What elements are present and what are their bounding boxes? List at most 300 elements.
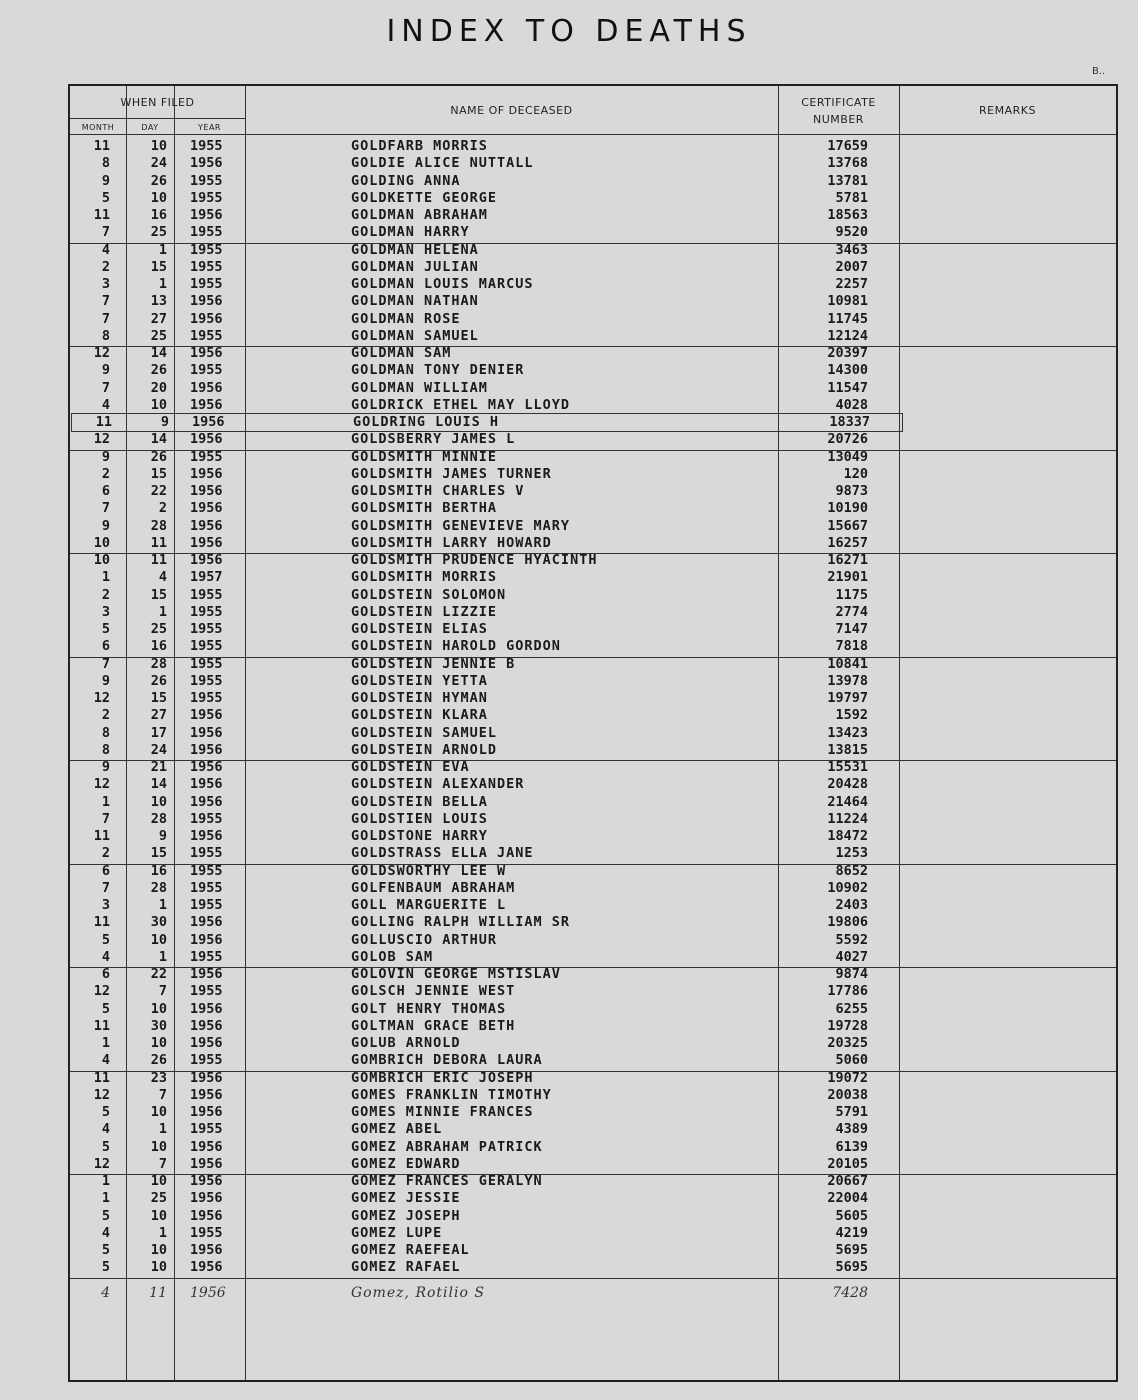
table-row	[70, 880, 1116, 897]
table-row	[70, 863, 1116, 880]
certificate-cell: 13815	[827, 741, 868, 758]
day-cell: 22	[150, 966, 167, 982]
death-index-table	[68, 84, 1118, 1382]
certificate-cell: 20105	[827, 1155, 868, 1172]
header-subdivider	[70, 118, 245, 119]
year-cell: 1956	[190, 828, 223, 844]
table-row	[70, 207, 1116, 224]
day-cell: 13	[150, 293, 167, 310]
day-cell: 11	[150, 552, 167, 568]
day-cell: 17	[150, 724, 167, 741]
header-remarks: REMARKS	[979, 104, 1036, 117]
year-cell: 1955	[190, 1052, 223, 1069]
year-cell: 1956	[190, 914, 223, 931]
certificate-cell: 20038	[827, 1086, 868, 1103]
table-row	[70, 759, 1116, 776]
certificate-cell: 6139	[835, 1138, 868, 1155]
table-row	[70, 535, 1116, 552]
day-cell: 1	[158, 948, 167, 965]
name-cell: Gomez, Rotilio S	[351, 1284, 485, 1301]
name-cell: GOLDSTEIN JENNIE B	[351, 655, 516, 672]
year-cell: 1956	[190, 931, 223, 948]
year-cell: 1956	[190, 707, 223, 724]
table-row	[70, 552, 1116, 569]
table-row	[70, 449, 1116, 466]
group-rule	[70, 1278, 1116, 1279]
name-cell: GOLDMAN LOUIS MARCUS	[351, 276, 534, 292]
year-cell: 1955	[190, 879, 223, 896]
table-row	[70, 1259, 1116, 1276]
certificate-cell: 10190	[827, 500, 868, 517]
day-cell: 16	[150, 638, 167, 655]
certificate-cell: 5060	[835, 1052, 868, 1069]
certificate-cell: 16271	[827, 552, 868, 568]
name-cell: GOMEZ RAEFEAL	[351, 1242, 470, 1258]
table-row	[70, 190, 1116, 207]
table-row	[70, 794, 1116, 811]
day-cell: 10	[150, 1259, 167, 1276]
certificate-cell: 17659	[827, 138, 868, 154]
certificate-cell: 7147	[835, 621, 868, 637]
month-cell: 9	[101, 759, 110, 775]
month-cell: 4	[101, 396, 110, 413]
year-cell: 1956	[190, 207, 223, 223]
month-cell: 5	[101, 1242, 110, 1258]
table-row	[70, 518, 1116, 535]
table-row	[70, 1018, 1116, 1035]
month-cell: 10	[93, 534, 110, 551]
page-title: INDEX TO DEATHS	[386, 14, 752, 49]
year-cell: 1955	[190, 621, 223, 637]
certificate-cell: 13049	[827, 448, 868, 465]
year-cell: 1957	[190, 569, 223, 586]
year-cell: 1955	[190, 603, 223, 620]
day-cell: 25	[150, 327, 167, 344]
day-cell: 25	[150, 621, 167, 637]
day-cell: 10	[150, 1173, 167, 1189]
year-cell: 1956	[190, 793, 223, 810]
day-cell: 26	[150, 672, 167, 689]
name-cell: GOLDSMITH MINNIE	[351, 448, 498, 465]
day-cell: 15	[150, 465, 167, 482]
day-cell: 28	[150, 810, 167, 827]
table-row	[70, 345, 1116, 362]
table-row	[70, 587, 1116, 604]
year-cell: 1955	[190, 948, 223, 965]
certificate-cell: 13768	[827, 155, 868, 172]
day-cell: 24	[150, 155, 167, 172]
name-cell: GOLT HENRY THOMAS	[351, 1000, 507, 1017]
day-cell: 25	[150, 1190, 167, 1207]
month-cell: 4	[101, 1052, 110, 1069]
month-cell: 11	[93, 207, 110, 223]
table-row	[70, 656, 1116, 673]
name-cell: GOLDRICK ETHEL MAY LLOYD	[351, 396, 571, 413]
month-cell: 12	[93, 690, 110, 706]
day-cell: 15	[150, 586, 167, 603]
month-cell: 1	[101, 1035, 110, 1051]
day-cell: 1	[158, 603, 167, 620]
table-row	[70, 638, 1116, 655]
year-cell: 1956	[190, 1190, 223, 1207]
year-cell: 1956	[190, 345, 223, 361]
name-cell: GOLDMAN ROSE	[351, 310, 461, 327]
month-cell: 5	[101, 1104, 110, 1120]
month-cell: 9	[101, 172, 110, 189]
name-cell: GOLDFARB MORRIS	[351, 138, 488, 154]
day-cell: 26	[150, 448, 167, 465]
certificate-cell: 12124	[827, 327, 868, 344]
year-cell: 1956	[190, 759, 223, 775]
table-row	[70, 328, 1116, 345]
year-cell: 1955	[190, 655, 223, 672]
certificate-cell: 20726	[827, 431, 868, 448]
name-cell: GOLDSTEIN ARNOLD	[351, 741, 498, 758]
certificate-cell: 7428	[832, 1284, 868, 1301]
day-cell: 10	[150, 1104, 167, 1120]
table-row	[70, 1190, 1116, 1207]
month-cell: 5	[101, 1259, 110, 1276]
name-cell: GOLFENBAUM ABRAHAM	[351, 879, 516, 896]
table-row	[70, 380, 1116, 397]
certificate-cell: 1253	[835, 845, 868, 862]
certificate-cell: 7818	[835, 638, 868, 655]
year-cell: 1955	[190, 862, 223, 879]
year-cell: 1956	[190, 431, 223, 448]
name-cell: GOLLUSCIO ARTHUR	[351, 931, 498, 948]
day-cell: 7	[158, 1155, 167, 1172]
month-cell: 11	[93, 138, 110, 154]
day-cell: 10	[150, 1138, 167, 1155]
certificate-cell: 4389	[835, 1121, 868, 1138]
name-cell: GOLDSTEIN ALEXANDER	[351, 776, 525, 793]
month-cell: 3	[101, 897, 110, 913]
month-cell: 11	[95, 414, 112, 430]
year-cell: 1956	[190, 500, 223, 517]
name-cell: GOLDSTEIN ELIAS	[351, 621, 488, 637]
table-row	[70, 362, 1116, 379]
month-cell: 5	[101, 189, 110, 206]
month-cell: 12	[93, 1086, 110, 1103]
table-row	[70, 828, 1116, 845]
certificate-cell: 11224	[827, 810, 868, 827]
year-cell: 1956	[190, 1173, 223, 1189]
table-row	[70, 707, 1116, 724]
table-row	[70, 1156, 1116, 1173]
certificate-cell: 15667	[827, 517, 868, 534]
name-cell: GOLSCH JENNIE WEST	[351, 983, 516, 1000]
month-cell: 7	[101, 879, 110, 896]
certificate-cell: 19728	[827, 1017, 868, 1034]
month-cell: 8	[101, 155, 110, 172]
name-cell: GOLDSTRASS ELLA JANE	[351, 845, 534, 862]
day-cell: 26	[150, 1052, 167, 1069]
month-cell: 7	[101, 224, 110, 241]
month-cell: 5	[101, 1000, 110, 1017]
month-cell: 7	[101, 310, 110, 327]
table-row	[70, 914, 1116, 931]
day-cell: 10	[150, 931, 167, 948]
day-cell: 9	[160, 414, 169, 430]
certificate-cell: 19797	[827, 690, 868, 706]
header-year: YEAR	[198, 123, 221, 132]
month-cell: 11	[93, 1017, 110, 1034]
year-cell: 1955	[190, 448, 223, 465]
day-cell: 15	[150, 845, 167, 862]
header-name: NAME OF DECEASED	[450, 104, 573, 117]
certificate-cell: 5791	[835, 1104, 868, 1120]
name-cell: GOLDSTEIN HYMAN	[351, 690, 488, 706]
year-cell: 1956	[190, 741, 223, 758]
certificate-cell: 9520	[835, 224, 868, 241]
year-cell: 1955	[190, 258, 223, 275]
year-cell: 1956	[190, 724, 223, 741]
name-cell: GOLDING ANNA	[351, 172, 461, 189]
certificate-cell: 20397	[827, 345, 868, 361]
month-cell: 11	[93, 1069, 110, 1086]
certificate-cell: 6255	[835, 1000, 868, 1017]
year-cell: 1955	[190, 1121, 223, 1138]
name-cell: GOLDSBERRY JAMES L	[351, 431, 516, 448]
table-row	[70, 483, 1116, 500]
name-cell: GOLDSTONE HARRY	[351, 828, 488, 844]
certificate-cell: 18563	[827, 207, 868, 223]
month-cell: 8	[101, 741, 110, 758]
day-cell: 16	[150, 862, 167, 879]
year-cell: 1955	[190, 638, 223, 655]
day-cell: 10	[150, 1207, 167, 1224]
month-cell: 6	[101, 862, 110, 879]
name-cell: GOMEZ ABRAHAM PATRICK	[351, 1138, 543, 1155]
certificate-cell: 2257	[835, 276, 868, 292]
certificate-cell: 10841	[827, 655, 868, 672]
table-row	[70, 949, 1116, 966]
year-cell: 1955	[190, 672, 223, 689]
year-cell: 1955	[190, 224, 223, 241]
year-cell: 1955	[190, 327, 223, 344]
year-cell: 1956	[190, 552, 223, 568]
month-cell: 12	[93, 983, 110, 1000]
day-cell: 30	[150, 1017, 167, 1034]
day-cell: 30	[150, 914, 167, 931]
table-row	[70, 742, 1116, 759]
header-certificate: CERTIFICATE	[801, 96, 876, 109]
day-cell: 26	[150, 362, 167, 379]
name-cell: GOLTMAN GRACE BETH	[351, 1017, 516, 1034]
month-cell: 5	[101, 1207, 110, 1224]
year-cell: 1955	[190, 362, 223, 379]
table-row	[70, 932, 1116, 949]
table-row	[70, 1087, 1116, 1104]
day-cell: 4	[158, 569, 167, 586]
name-cell: GOLOVIN GEORGE MSTISLAV	[351, 966, 561, 982]
month-cell: 7	[101, 500, 110, 517]
year-cell: 1956	[190, 379, 223, 396]
day-cell: 1	[158, 897, 167, 913]
name-cell: GOLDSTEIN EVA	[351, 759, 470, 775]
name-cell: GOLDSWORTHY LEE W	[351, 862, 507, 879]
year-cell: 1955	[190, 586, 223, 603]
year-cell: 1956	[190, 293, 223, 310]
name-cell: GOMES FRANKLIN TIMOTHY	[351, 1086, 552, 1103]
day-cell: 28	[150, 517, 167, 534]
certificate-cell: 13781	[827, 172, 868, 189]
month-cell: 9	[101, 362, 110, 379]
year-cell: 1955	[190, 138, 223, 154]
month-cell: 6	[101, 638, 110, 655]
year-cell: 1956	[190, 1017, 223, 1034]
name-cell: GOLDSTEIN LIZZIE	[351, 603, 498, 620]
month-cell: 6	[101, 483, 110, 499]
day-cell: 28	[150, 879, 167, 896]
year-cell: 1955	[190, 897, 223, 913]
name-cell: GOLOB SAM	[351, 948, 434, 965]
header-bottom-rule	[70, 134, 1116, 135]
day-cell: 10	[150, 138, 167, 154]
certificate-cell: 4027	[835, 948, 868, 965]
day-cell: 27	[150, 707, 167, 724]
certificate-cell: 10981	[827, 293, 868, 310]
month-cell: 2	[101, 465, 110, 482]
year-cell: 1956	[190, 1069, 223, 1086]
name-cell: GOLDSTEIN HAROLD GORDON	[351, 638, 561, 655]
name-cell: GOLLING RALPH WILLIAM SR	[351, 914, 571, 931]
table-row	[70, 1052, 1116, 1069]
certificate-cell: 4028	[835, 396, 868, 413]
year-cell: 1955	[190, 241, 223, 258]
month-cell: 9	[101, 517, 110, 534]
certificate-cell: 1592	[835, 707, 868, 724]
table-row	[70, 1173, 1116, 1190]
year-cell: 1956	[190, 1035, 223, 1051]
month-cell: 12	[93, 776, 110, 793]
day-cell: 1	[158, 1224, 167, 1241]
table-row	[70, 776, 1116, 793]
certificate-cell: 3463	[835, 241, 868, 258]
name-cell: GOMEZ ABEL	[351, 1121, 443, 1138]
year-cell: 1956	[190, 1000, 223, 1017]
certificate-cell: 14300	[827, 362, 868, 379]
certificate-cell: 5695	[835, 1242, 868, 1258]
name-cell: GOMEZ JOSEPH	[351, 1207, 461, 1224]
table-row	[70, 276, 1116, 293]
day-cell: 11	[149, 1284, 167, 1301]
certificate-cell: 120	[843, 465, 868, 482]
table-row	[70, 1104, 1116, 1121]
month-cell: 7	[101, 810, 110, 827]
month-cell: 12	[93, 1155, 110, 1172]
day-cell: 14	[150, 345, 167, 361]
day-cell: 14	[150, 431, 167, 448]
corner-mark: B..	[1092, 66, 1106, 77]
month-cell: 9	[101, 448, 110, 465]
year-cell: 1956	[190, 1086, 223, 1103]
year-cell: 1956	[190, 966, 223, 982]
certificate-cell: 13423	[827, 724, 868, 741]
day-cell: 11	[150, 534, 167, 551]
day-cell: 9	[158, 828, 167, 844]
day-cell: 25	[150, 224, 167, 241]
name-cell: GOLDSTEIN SAMUEL	[351, 724, 498, 741]
month-cell: 7	[101, 293, 110, 310]
certificate-cell: 5605	[835, 1207, 868, 1224]
name-cell: GOMEZ EDWARD	[351, 1155, 461, 1172]
table-row	[70, 138, 1116, 155]
year-cell: 1956	[190, 776, 223, 793]
certificate-cell: 19806	[827, 914, 868, 931]
certificate-cell: 17786	[827, 983, 868, 1000]
month-cell: 4	[101, 1224, 110, 1241]
header-number: NUMBER	[813, 113, 864, 126]
name-cell: GOLDRING LOUIS H	[353, 414, 500, 430]
table-row	[70, 845, 1116, 862]
name-cell: GOLDMAN WILLIAM	[351, 379, 488, 396]
name-cell: GOLDSMITH PRUDENCE HYACINTH	[351, 552, 598, 568]
day-cell: 10	[150, 189, 167, 206]
name-cell: GOMEZ LUPE	[351, 1224, 443, 1241]
month-cell: 1	[101, 1173, 110, 1189]
table-row	[70, 811, 1116, 828]
table-row	[70, 1001, 1116, 1018]
certificate-cell: 9874	[835, 966, 868, 982]
table-row	[70, 1208, 1116, 1225]
month-cell: 2	[101, 258, 110, 275]
day-cell: 22	[150, 483, 167, 499]
day-cell: 23	[150, 1069, 167, 1086]
header-when-filed: WHEN FILED	[120, 96, 195, 109]
table-row	[70, 983, 1116, 1000]
year-cell: 1956	[190, 517, 223, 534]
year-cell: 1956	[190, 483, 223, 499]
name-cell: GOLDSTEIN KLARA	[351, 707, 488, 724]
certificate-cell: 8652	[835, 862, 868, 879]
month-cell: 11	[93, 828, 110, 844]
certificate-cell: 11745	[827, 310, 868, 327]
table-row	[70, 293, 1116, 310]
month-cell: 4	[101, 1284, 110, 1301]
table-row	[70, 500, 1116, 517]
certificate-cell: 20667	[827, 1173, 868, 1189]
name-cell: GOLDSTEIN BELLA	[351, 793, 488, 810]
name-cell: GOLDMAN HARRY	[351, 224, 470, 241]
day-cell: 20	[150, 379, 167, 396]
name-cell: GOLDMAN SAM	[351, 345, 452, 361]
day-cell: 15	[150, 258, 167, 275]
day-cell: 14	[150, 776, 167, 793]
certificate-cell: 20325	[827, 1035, 868, 1051]
month-cell: 1	[101, 793, 110, 810]
certificate-cell: 16257	[827, 534, 868, 551]
year-cell: 1955	[190, 172, 223, 189]
year-cell: 1956	[190, 465, 223, 482]
header-day: DAY	[141, 123, 159, 132]
certificate-cell: 4219	[835, 1224, 868, 1241]
certificate-cell: 13978	[827, 672, 868, 689]
table-row	[70, 1139, 1116, 1156]
name-cell: GOLDMAN ABRAHAM	[351, 207, 488, 223]
month-cell: 4	[101, 241, 110, 258]
year-cell: 1956	[190, 155, 223, 172]
name-cell: GOMEZ RAFAEL	[351, 1259, 461, 1276]
year-cell: 1956	[190, 534, 223, 551]
certificate-cell: 5695	[835, 1259, 868, 1276]
name-cell: GOMEZ FRANCES GERALYN	[351, 1173, 543, 1189]
day-cell: 1	[158, 1121, 167, 1138]
year-cell: 1956	[190, 1104, 223, 1120]
table-row	[70, 224, 1116, 241]
month-cell: 2	[101, 707, 110, 724]
year-cell: 1956	[192, 414, 225, 430]
